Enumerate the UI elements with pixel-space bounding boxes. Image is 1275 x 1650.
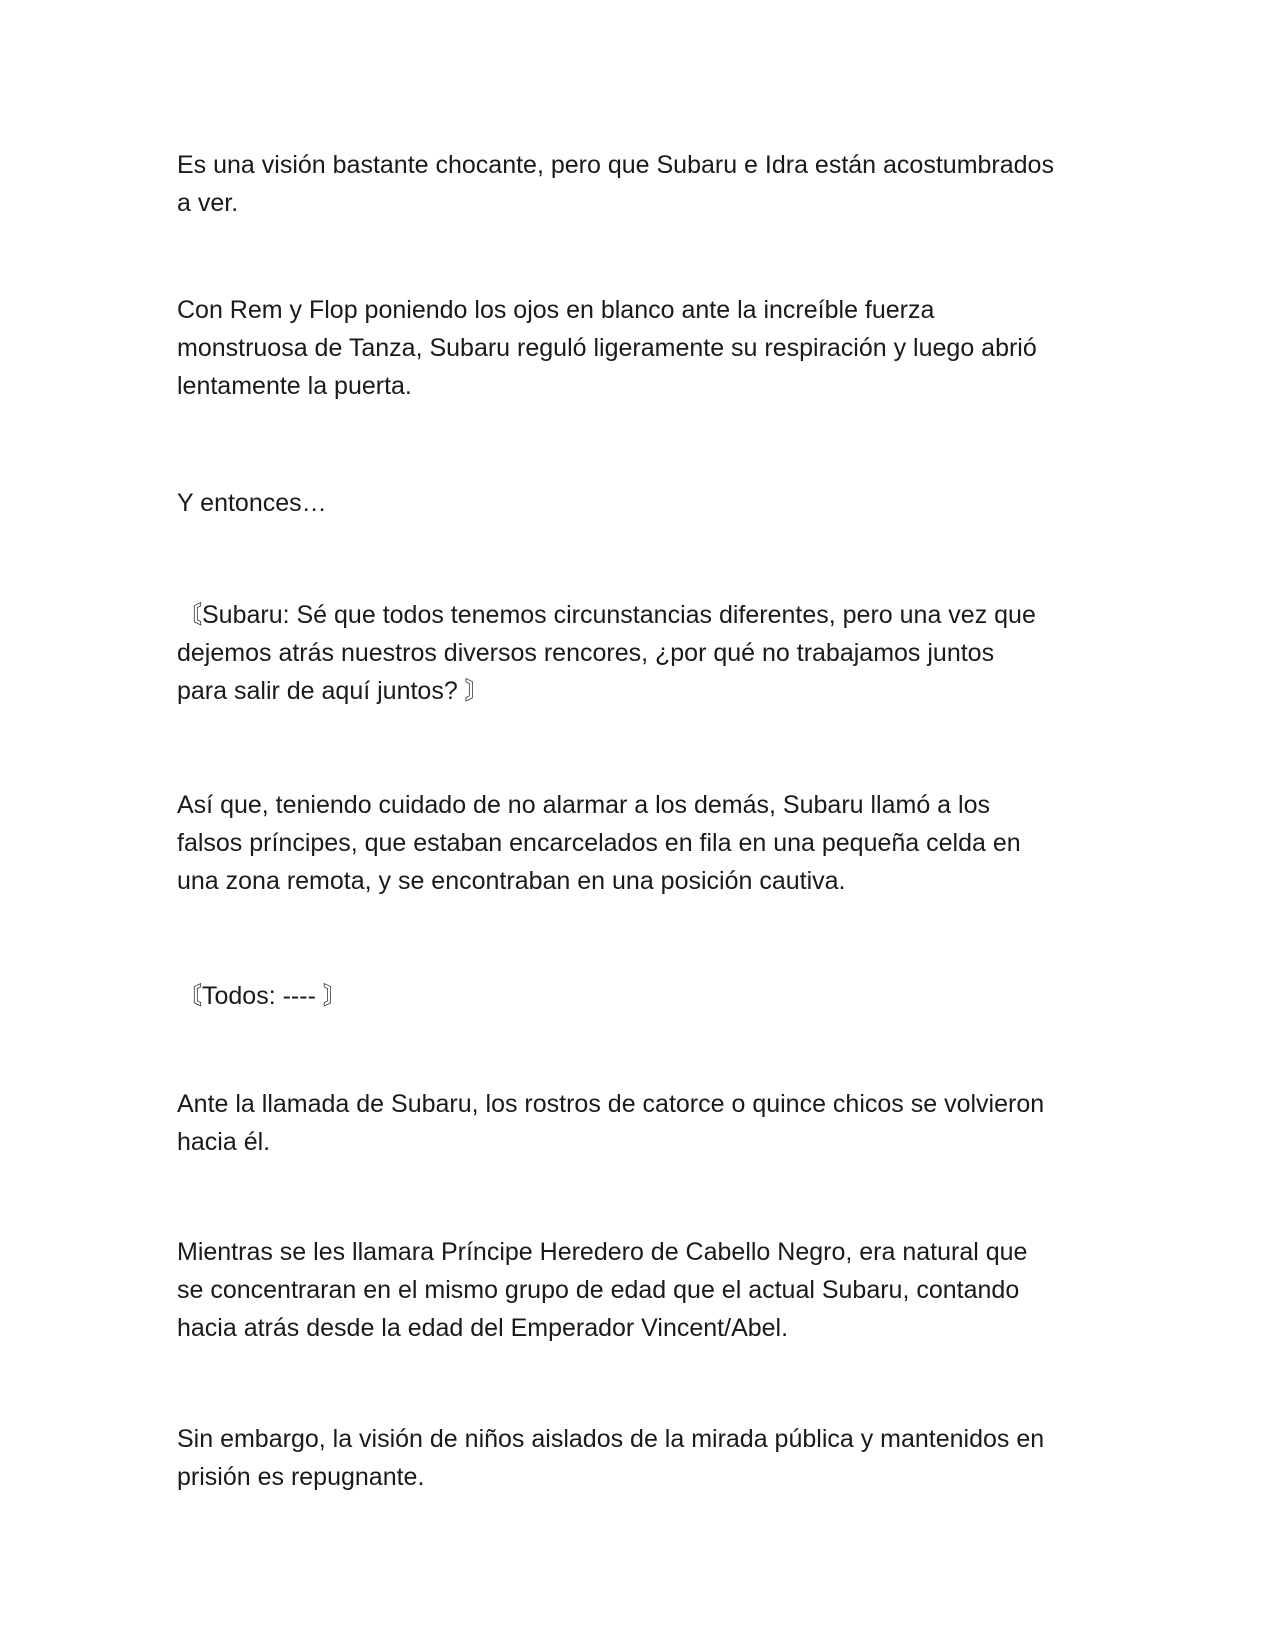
text-line: Sin embargo, la visión de niños aislados de la mirada pública y mantenidos en xyxy=(177,1425,1045,1453)
paragraph-3 xyxy=(177,484,1107,522)
text-line: 〘Todos: ---- 〙 xyxy=(177,982,348,1010)
paragraph-4-dialogue xyxy=(177,596,1107,710)
text-line: Mientras se les llamara Príncipe Heredero de Cabello Negro, era natural que xyxy=(177,1238,1028,1266)
text-line: prisión es repugnante. xyxy=(177,1463,425,1491)
text-line: hacia él. xyxy=(177,1128,271,1156)
text-line: falsos príncipes, que estaban encarcelados en fila en una pequeña celda en xyxy=(177,829,1021,857)
text-line: monstruosa de Tanza, Subaru reguló ligeramente su respiración y luego abrió xyxy=(177,334,1037,362)
text-line: para salir de aquí juntos? 〙 xyxy=(177,677,490,705)
text-line: Y entonces… xyxy=(177,489,327,517)
text-line: una zona remota, y se encontraban en una posición cautiva. xyxy=(177,867,846,895)
paragraph-7 xyxy=(177,1085,1107,1161)
text-line: Ante la llamada de Subaru, los rostros de catorce o quince chicos se volvieron xyxy=(177,1090,1045,1118)
text-line: a ver. xyxy=(177,189,239,217)
text-line: Es una visión bastante chocante, pero que Subaru e Idra están acostumbrados xyxy=(177,151,1054,179)
text-line: se concentraran en el mismo grupo de edad que el actual Subaru, contando xyxy=(177,1276,1020,1304)
paragraph-9 xyxy=(177,1420,1107,1496)
text-line: dejemos atrás nuestros diversos rencores, ¿por qué no trabajamos juntos xyxy=(177,639,995,667)
paragraph-6-dialogue xyxy=(177,977,1107,1015)
paragraph-5 xyxy=(177,786,1107,900)
paragraph-2 xyxy=(177,291,1107,405)
text-line: 〘Subaru: Sé que todos tenemos circunstancias diferentes, pero una vez que xyxy=(177,601,1036,629)
text-line: lentamente la puerta. xyxy=(177,372,412,400)
text-line: hacia atrás desde la edad del Emperador Vincent/Abel. xyxy=(177,1314,789,1342)
paragraph-1 xyxy=(177,146,1107,222)
paragraph-8 xyxy=(177,1233,1107,1347)
text-line: Con Rem y Flop poniendo los ojos en blanco ante la increíble fuerza xyxy=(177,296,935,324)
text-line: Así que, teniendo cuidado de no alarmar a los demás, Subaru llamó a los xyxy=(177,791,990,819)
